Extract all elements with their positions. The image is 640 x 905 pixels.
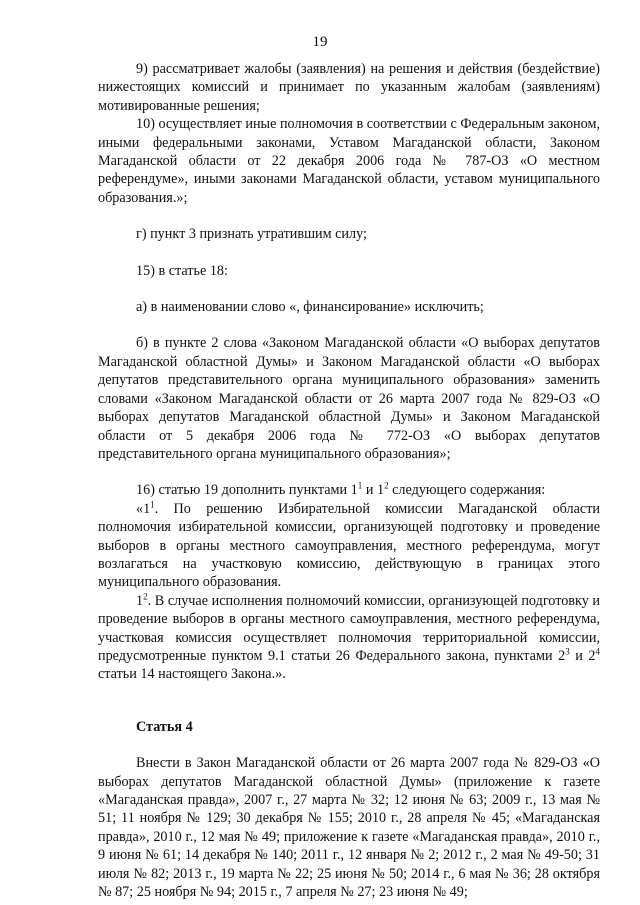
p1-2-superscript-b: 4 xyxy=(595,646,600,657)
paragraph-item-15: 15) в статье 18: xyxy=(136,262,228,279)
p1-2-superscript: 2 xyxy=(143,591,148,602)
p16-text-after: следующего содержания: xyxy=(388,482,546,499)
p16-superscript-2: 2 xyxy=(384,480,389,491)
paragraph-item-16 xyxy=(98,481,600,499)
p1-2-text-1: . В случае исполнения полномочий комиссии, организующей подготовку и проведение выборов в органы местного самоуправления, местного референдума, участковая комиссия осуществляет полномочия территориальной комиссии, предусмотренные пунктом 9.1 статьи 26 Федерального закона, пунктами 2 xyxy=(98,592,600,664)
p1-2-text-3: статьи 14 настоящего Закона.». xyxy=(98,666,286,683)
paragraph-point-1-2 xyxy=(98,592,600,684)
p1-1-text-after: . По решению Избирательной комиссии Магаданской области полномочия избирательной комиссии, организующей подготовку и проведение выборов в органы местного самоуправления, местного референдума, могут возлагаться на участковую комиссию, действующую в границах этого муниципального образования. xyxy=(98,500,600,591)
p1-1-superscript: 1 xyxy=(150,498,155,509)
document-body xyxy=(98,60,600,901)
p1-2-superscript-a: 3 xyxy=(565,646,570,657)
p1-2-text-before: 1 xyxy=(136,592,144,609)
paragraph-item-10: 10) осуществляет иные полномочия в соответствии с Федеральным законом, иными федеральными законами, Уставом Магаданской области, Законом Магаданской области от 22 декабря 2006 года № 787-ОЗ «О местном референдуме», иными законами Магаданской области, уставом муниципального образования.»; xyxy=(98,116,600,206)
paragraph-point-1-1 xyxy=(98,500,600,592)
paragraph-article-4: Внести в Закон Магаданской области от 26 марта 2007 года № 829-ОЗ «О выборах депутатов Магаданской областной Думы» (приложение к газете «Магаданская правда», 2007 г., 27 марта № 32; 12 июня № 63; 2009 г., 13 мая № 51; 11 ноября № 129; 30 декабря № 155; 2010 г., 28 апреля № 45; «Магаданская правда», 2010 г., 12 мая № 49; приложение к газете «Магаданская правда», 2010 г., 9 июня № 61; 14 декабря № 140; 2011 г., 12 января № 2; 2012 г., 2 мая № 49-50; 31 июля № 82; 2013 г., 19 марта № 22; 25 июня № 50; 2014 г., 6 мая № 36; 28 октября № 87; 25 ноября № 94; 2015 г., 7 апреля № 27; 23 июня № 49; xyxy=(98,755,600,901)
article-heading: Статья 4 xyxy=(136,718,193,735)
paragraph-subitem-g: г) пункт 3 признать утратившим силу; xyxy=(136,226,367,243)
p16-text-mid: и 1 xyxy=(362,482,385,499)
p1-2-text-2: и 2 xyxy=(569,647,596,664)
paragraph-subitem-a: а) в наименовании слово «, финансирование» исключить; xyxy=(136,299,484,316)
p16-superscript-1: 1 xyxy=(357,480,363,491)
paragraph-subitem-b: б) в пункте 2 слова «Законом Магаданской области «О выборах депутатов Магаданской областной Думы» и Законом Магаданской области «О выборах депутатов представительного органа муниципального образования» заменить словами «Законом Магаданской области от 26 марта 2007 года № 829-ОЗ «О выборах депутатов Магаданской областной Думы» и Законом Магаданской области от 5 декабря 2006 года № 772-ОЗ «О выборах депутатов представительного органа муниципального образования»; xyxy=(98,335,600,462)
p16-text-before: 16) статью 19 дополнить пунктами 1 xyxy=(136,482,358,499)
p1-1-text-before: «1 xyxy=(136,500,151,517)
paragraph-item-9: 9) рассматривает жалобы (заявления) на решения и действия (бездействие) нижестоящих комиссий и принимает по указанным жалобам (заявлениям) мотивированные решения; xyxy=(98,61,600,114)
page-number: 19 xyxy=(312,34,328,50)
